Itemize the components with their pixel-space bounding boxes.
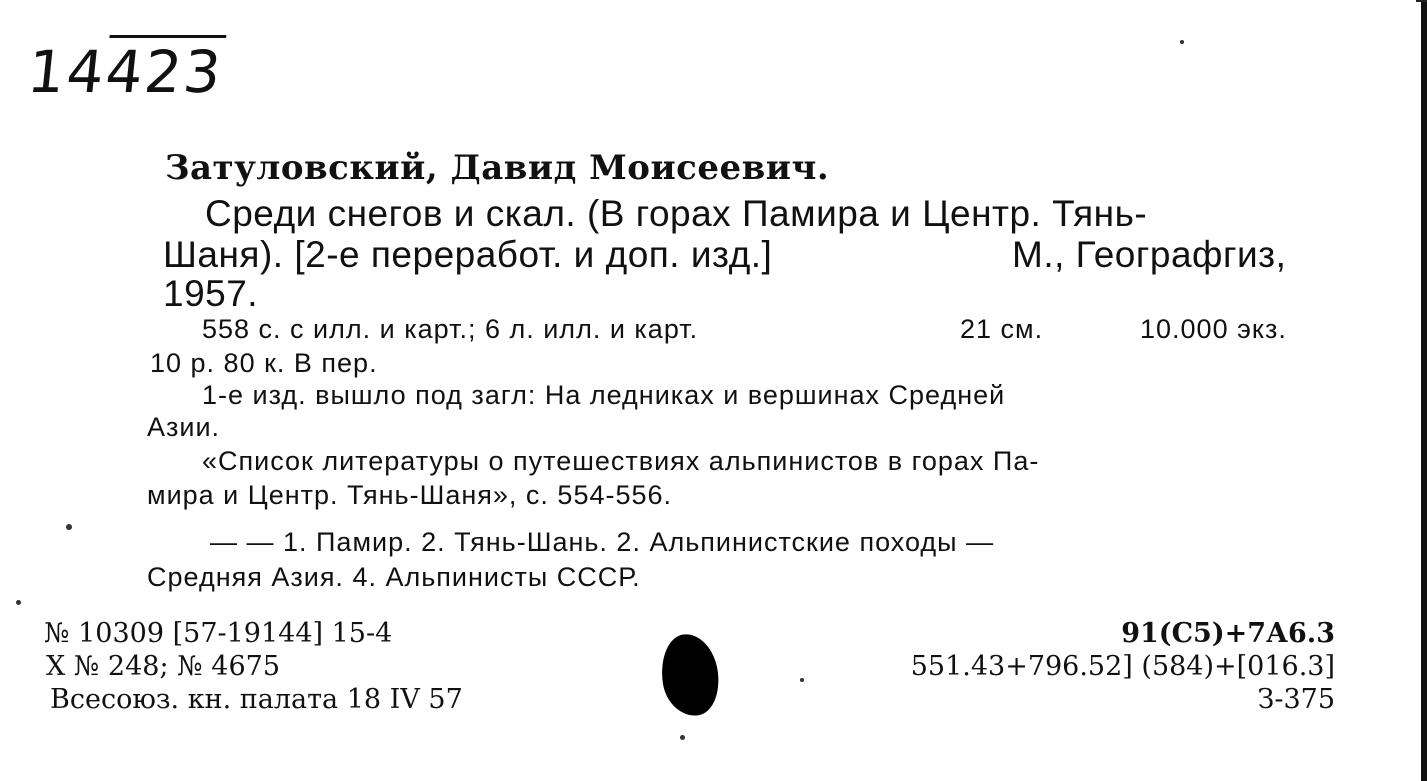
collation-line-1c: 10.000 экз. [1140,314,1287,344]
speck [1180,40,1184,44]
speck [66,524,72,530]
speck [680,735,685,740]
speck [16,600,21,605]
note-2-line-2: мира и Центр. Тянь-Шаня», с. 554-556. [147,480,673,510]
handwritten-number [24,38,226,106]
collation-line-1a: 558 с. с илл. и карт.; 6 л. илл. и карт. [202,314,699,344]
footer-right-1: 91(С5)+7А6.3 [1121,618,1335,649]
speck [800,678,804,682]
footer-right-2: 551.43+796.52] (584)+[016.3] [910,651,1335,682]
title-line-2b: М., Географгиз, [1012,234,1287,275]
note-1-line-2: Азии. [147,412,221,442]
footer-left-3: Всесоюз. кн. палата 18 IV 57 [50,684,463,715]
note-1-line-1: 1-е изд. вышло под загл: На ледниках и вершинах Средней [202,380,1006,410]
collation-line-2: 10 р. 80 к. В пер. [150,348,378,378]
handwritten-prefix: 14 [24,38,110,106]
footer-left-2: Х № 248; № 4675 [46,651,280,682]
note-2-line-1: «Список литературы о путешествиях альпинистов в горах Па- [202,446,1040,476]
ink-blot [657,631,724,720]
title-line-1: Среди снегов и скал. (В горах Памира и Центр. Тянь- [205,193,1148,234]
author-heading: Затуловский, Давид Моисеевич. [165,148,830,188]
collation-line-1b: 21 см. [960,314,1044,344]
card-edge [1421,0,1427,781]
subjects-line-1: — — 1. Памир. 2. Тянь-Шань. 2. Альпинистские походы — [210,527,995,557]
card-edge-top [1416,0,1427,2]
subjects-line-2: Средняя Азия. 4. Альпинисты СССР. [147,562,641,592]
title-line-2a: Шаня). [2-е переработ. и доп. изд.] [163,234,773,275]
footer-left-1: № 10309 [57-19144] 15-4 [44,618,393,649]
handwritten-overlined: 423 [102,38,227,106]
title-line-3: 1957. [163,273,259,314]
footer-right-3: З-375 [1257,684,1335,715]
